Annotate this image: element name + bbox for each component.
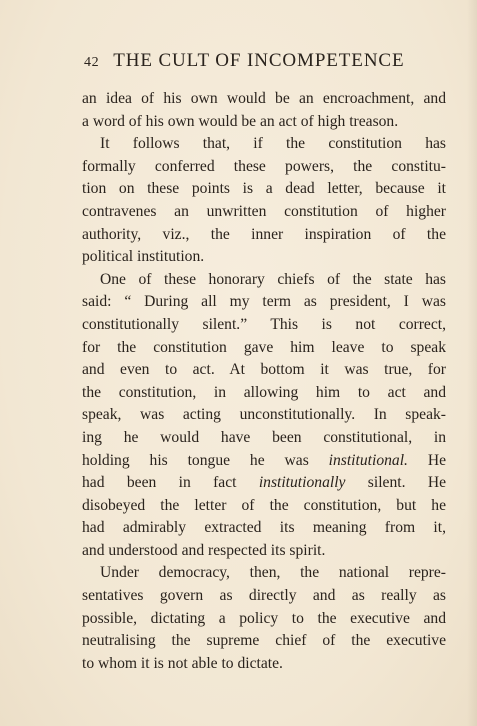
text-segment: neutralising the supreme chief of the executive [82,632,446,650]
text-segment: speak, was acting unconstitutionally. In speak- [82,406,446,424]
text-segment: holding his tongue he was [82,451,329,469]
text-line [82,517,446,540]
text-segment: sentatives govern as directly and as really as [82,587,446,605]
text-line [82,630,446,653]
text-line [82,495,446,518]
text-line [82,562,446,585]
text-line [82,246,446,269]
text-segment: formally conferred these powers, the constitu- [82,157,446,175]
text-line [82,472,446,495]
body-text [82,88,446,675]
text-line [82,427,446,450]
text-line [82,540,446,563]
page-edge-shadow [467,0,477,726]
text-segment: authority, viz., the inner inspiration of the [82,225,446,243]
italic-text: institutional. [328,451,408,469]
text-segment: Under democracy, then, the national repre- [100,564,446,582]
text-line [82,337,446,360]
running-header [84,50,446,74]
text-segment: said: “ During all my term as president, I was [82,293,446,311]
text-line [82,314,446,337]
text-segment: and understood and respected its spirit. [82,541,326,559]
text-line [82,224,446,247]
italic-text: institutionally [258,474,346,492]
text-segment: One of these honorary chiefs of the state has [100,270,446,288]
text-segment: It follows that, if the constitution has [100,135,446,153]
text-segment: had admirably extracted its meaning from it, [82,519,446,537]
text-segment: an idea of his own would be an encroachment, and [82,90,446,107]
text-segment: political institution. [82,248,205,266]
text-line [82,133,446,156]
text-line [82,608,446,631]
text-line [82,653,446,676]
text-segment: the constitution, in allowing him to act and [82,383,446,401]
text-line [82,156,446,179]
text-segment: had been in fact [82,474,259,492]
text-line [82,201,446,224]
text-line [82,585,446,608]
text-segment: a word of his own would be an act of high treason. [82,112,399,130]
text-segment: disobeyed the letter of the constitution, but he [82,496,446,514]
text-segment: possible, dictating a policy to the executive and [82,609,446,627]
page-number: 42 [84,55,100,70]
text-segment: for the constitution gave him leave to speak [82,338,446,356]
text-line [82,88,446,111]
text-line [82,269,446,292]
text-segment: constitutionally silent.” This is not correct, [82,315,446,333]
text-line [82,359,446,382]
text-line [82,404,446,427]
text-segment: silent. He [345,474,446,492]
text-segment: ing he would have been constitutional, in [82,428,446,446]
text-segment: to whom it is not able to dictate. [82,654,283,672]
text-segment: and even to act. At bottom it was true, for [82,361,446,379]
text-segment: contravenes an unwritten constitution of higher [82,202,446,220]
text-line [82,111,446,134]
text-line [82,178,446,201]
text-line [82,382,446,405]
text-segment: tion on these points is a dead letter, because it [82,180,446,198]
running-title: THE CULT OF INCOMPETENCE [113,50,405,71]
text-segment: He [407,451,446,469]
text-line [82,291,446,314]
text-line [82,450,446,473]
